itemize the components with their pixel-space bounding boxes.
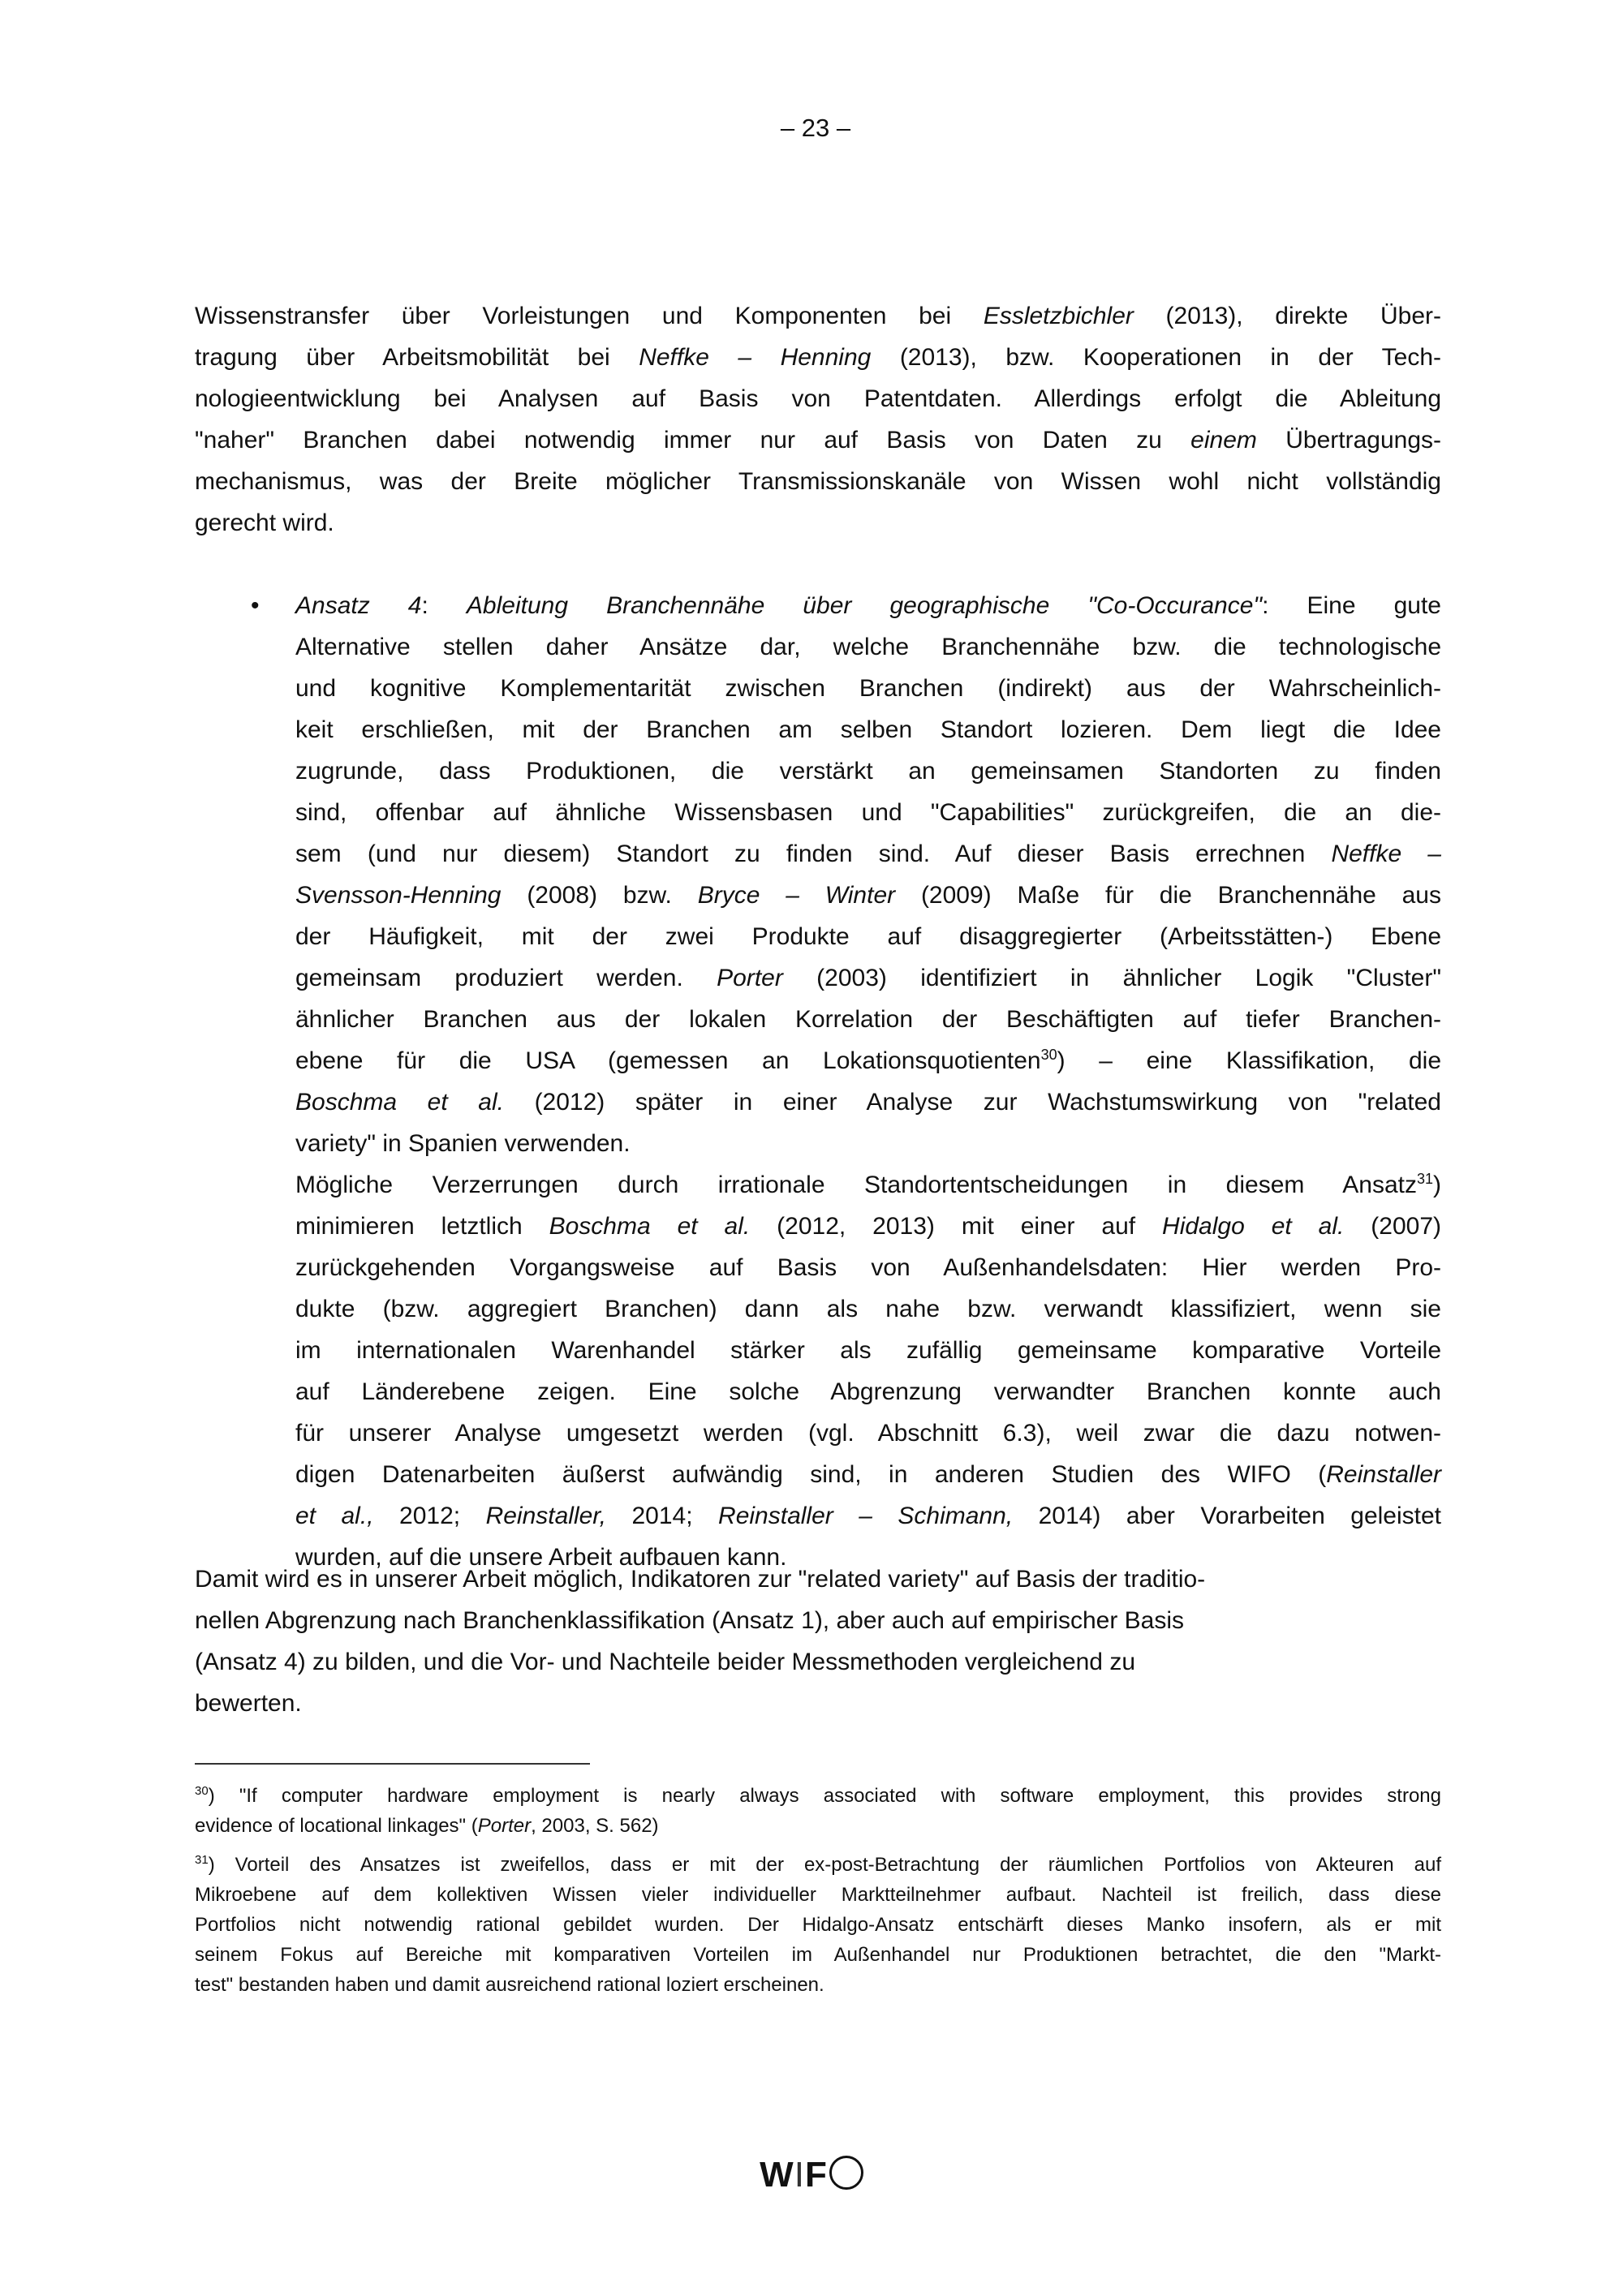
footnote-ref: 30 <box>1040 1047 1057 1063</box>
text-segment: tragung über Arbeitsmobilität bei <box>195 344 639 371</box>
text-line <box>295 875 1441 916</box>
text-line <box>195 337 1441 378</box>
text-line <box>295 709 1441 750</box>
text-segment: und kognitive Komplementarität zwischen Branchen (indirekt) aus der Wahrscheinlich- <box>295 675 1441 702</box>
text-line <box>295 1123 1441 1164</box>
text-segment: Wissenstransfer über Vorleistungen und Komponenten bei <box>195 303 984 329</box>
footnote <box>195 1850 1441 2000</box>
text-segment: Mögliche Verzerrungen durch irrationale Standortentscheidungen in diesem Ansatz <box>295 1172 1417 1198</box>
text-segment: mechanismus, was der Breite möglicher Transmissionskanäle von Wissen wohl nicht vollständig <box>195 468 1441 495</box>
bullet-item <box>251 585 1442 1578</box>
text-segment: im internationalen Warenhandel stärker als zufällig gemeinsame komparative Vorteile <box>295 1337 1441 1364</box>
text-segment: minimieren letztlich <box>295 1213 549 1240</box>
text-segment: "naher" Branchen dabei notwendig immer nur auf Basis von Daten zu <box>195 427 1191 454</box>
text-line <box>195 295 1441 337</box>
text-segment: (Ansatz 4) zu bilden, und die Vor- und Nachteile beider Messmethoden vergleichend zu <box>195 1649 1136 1675</box>
text-line <box>295 1454 1441 1495</box>
text-segment: (2009) Maße für die Branchennähe aus <box>895 882 1441 909</box>
text-segment: dukte (bzw. aggregiert Branchen) dann als nahe bzw. verwandt klassifiziert, wenn sie <box>295 1296 1441 1322</box>
italic-citation: Essletzbichler <box>983 303 1134 329</box>
italic-citation: Ableitung Branchennähe über geographische "Co-Occurance" <box>466 592 1263 619</box>
text-line <box>295 1081 1441 1123</box>
text-line <box>195 378 1441 419</box>
text-segment: 2014; <box>605 1503 719 1529</box>
text-line <box>295 1412 1441 1454</box>
italic-citation: Boschma et al. <box>549 1213 751 1240</box>
text-segment: gerecht wird. <box>195 510 334 536</box>
text-segment: Alternative stellen daher Ansätze dar, welche Branchennähe bzw. die technologische <box>295 634 1441 660</box>
text-segment: (2012) später in einer Analyse zur Wachstumswirkung von "related <box>503 1089 1441 1116</box>
text-line <box>295 1164 1441 1206</box>
footnote-divider <box>195 1763 590 1765</box>
footnote-ref: 31 <box>1416 1171 1433 1187</box>
text-segment: Übertragungs- <box>1256 427 1441 454</box>
italic-citation: Reinstaller – Schimann, <box>718 1503 1014 1529</box>
text-line <box>295 1206 1441 1247</box>
italic-citation: Neffke – <box>1331 841 1441 867</box>
text-segment: wurden, auf die unsere Arbeit aufbauen kann. <box>295 1544 787 1571</box>
footnote-line <box>195 1811 1441 1841</box>
text-segment: (2013), bzw. Kooperationen in der Tech- <box>871 344 1442 371</box>
page-number: – 23 – <box>780 114 851 142</box>
text-segment: variety" in Spanien verwenden. <box>295 1130 631 1157</box>
text-segment: test" bestanden haben und damit ausreichend rational loziert erscheinen. <box>195 1974 824 1996</box>
paragraph <box>195 295 1441 544</box>
text-segment: zugrunde, dass Produktionen, die verstärkt an gemeinsamen Standorten zu finden <box>295 758 1441 785</box>
text-segment: digen Datenarbeiten äußerst aufwändig sind, in anderen Studien des WIFO ( <box>295 1461 1327 1488</box>
italic-citation: Reinstaller <box>1326 1461 1441 1488</box>
footnote-line <box>195 1910 1441 1940</box>
italic-citation: Reinstaller, <box>485 1503 606 1529</box>
text-segment: ) Vorteil des Ansatzes ist zweifellos, dass er mit der ex-post-Betrachtung der räumlichen Portfolios von Akteuren auf <box>208 1854 1441 1876</box>
footnote-ref: 31 <box>195 1853 209 1867</box>
bullet-icon: • <box>251 592 260 619</box>
italic-citation: Ansatz 4 <box>295 592 422 619</box>
italic-citation: Svensson-Henning <box>295 882 502 909</box>
text-segment: ähnlicher Branchen aus der lokalen Korrelation der Beschäftigten auf tiefer Branchen- <box>295 1006 1441 1033</box>
text-line <box>295 999 1441 1040</box>
italic-citation: Bryce – Winter <box>697 882 896 909</box>
text-segment: sind, offenbar auf ähnliche Wissensbasen und "Capabilities" zurückgreifen, die an die- <box>295 799 1441 826</box>
text-segment: Portfolios nicht notwendig rational gebildet wurden. Der Hidalgo-Ansatz entschärft dieses Manko insofern, als er mit <box>195 1914 1441 1936</box>
text-segment: Damit wird es in unserer Arbeit möglich, Indikatoren zur "related variety" auf Basis der traditio- <box>195 1566 1206 1593</box>
text-line <box>195 1600 1441 1641</box>
text-segment: der Häufigkeit, mit der zwei Produkte auf disaggregierter (Arbeitsstätten-) Ebene <box>295 923 1441 950</box>
text-line <box>295 1288 1441 1330</box>
text-line <box>295 833 1441 875</box>
text-segment: 2014) aber Vorarbeiten geleistet <box>1013 1503 1442 1529</box>
text-segment: gemeinsam produziert werden. <box>295 965 717 991</box>
text-line <box>295 1040 1441 1081</box>
text-line <box>295 668 1441 709</box>
text-segment: , 2003, S. 562) <box>531 1815 659 1837</box>
text-line <box>195 1559 1441 1600</box>
text-segment: für unserer Analyse umgesetzt werden (vgl. Abschnitt 6.3), weil zwar die dazu notwen- <box>295 1420 1441 1447</box>
paragraph <box>195 1559 1441 1724</box>
text-segment: (2012, 2013) mit einer auf <box>750 1213 1163 1240</box>
text-line <box>195 1641 1441 1683</box>
wifo-logo: WIF <box>0 2155 1623 2195</box>
text-segment: sem (und nur diesem) Standort zu finden sind. Auf dieser Basis errechnen <box>295 841 1332 867</box>
text-segment: Mikroebene auf dem kollektiven Wissen vieler individueller Marktteilnehmer aufbaut. Nachteil ist freilich, dass diese <box>195 1884 1441 1906</box>
text-segment: : Eine gute <box>1262 592 1441 619</box>
text-line <box>195 1683 1441 1724</box>
text-segment: keit erschließen, mit der Branchen am selben Standort lozieren. Dem liegt die Idee <box>295 716 1441 743</box>
footnote-line <box>195 1781 1441 1811</box>
text-segment: 2012; <box>373 1503 486 1529</box>
text-line <box>295 585 1441 626</box>
italic-citation: Neffke – Henning <box>639 344 872 371</box>
text-line <box>295 957 1441 999</box>
text-line <box>195 419 1441 461</box>
text-line <box>295 916 1441 957</box>
text-segment: : <box>421 592 467 619</box>
italic-citation: Porter <box>717 965 783 991</box>
italic-citation: et al., <box>295 1503 374 1529</box>
text-segment: nellen Abgrenzung nach Branchenklassifikation (Ansatz 1), aber auch auf empirischer Basis <box>195 1607 1185 1634</box>
text-segment: zurückgehenden Vorgangsweise auf Basis von Außenhandelsdaten: Hier werden Pro- <box>295 1254 1441 1281</box>
text-segment: ) <box>1433 1172 1441 1198</box>
footnote-line <box>195 1850 1441 1880</box>
text-segment: evidence of locational linkages" ( <box>195 1815 478 1837</box>
italic-citation: einem <box>1190 427 1257 454</box>
italic-citation: Porter <box>477 1815 532 1837</box>
text-segment: seinem Fokus auf Bereiche mit komparativen Vorteilen im Außenhandel nur Produktionen betrachtet, die den "Markt- <box>195 1944 1441 1966</box>
footnote-line <box>195 1940 1441 1970</box>
text-line <box>295 792 1441 833</box>
text-line <box>195 461 1441 502</box>
text-segment: nologieentwicklung bei Analysen auf Basis von Patentdaten. Allerdings erfolgt die Ableitung <box>195 385 1441 412</box>
italic-citation: Hidalgo et al. <box>1162 1213 1345 1240</box>
text-segment: ebene für die USA (gemessen an Lokationsquotienten <box>295 1047 1041 1074</box>
text-segment: ) – eine Klassifikation, die <box>1057 1047 1442 1074</box>
text-segment: (2003) identifiziert in ähnlicher Logik "Cluster" <box>782 965 1441 991</box>
text-line <box>295 1495 1441 1537</box>
footnote-line <box>195 1880 1441 1910</box>
text-segment: (2013), direkte Über- <box>1133 303 1442 329</box>
text-line <box>295 750 1441 792</box>
text-line <box>295 626 1441 668</box>
text-line <box>295 1371 1441 1412</box>
text-segment: bewerten. <box>195 1690 302 1717</box>
text-line <box>295 1330 1441 1371</box>
footnote-line <box>195 1970 1441 2000</box>
footnote-ref: 30 <box>195 1784 209 1798</box>
text-segment: (2008) bzw. <box>501 882 698 909</box>
text-segment: (2007) <box>1344 1213 1441 1240</box>
italic-citation: Boschma et al. <box>295 1089 504 1116</box>
text-line <box>295 1247 1441 1288</box>
footnote <box>195 1781 1441 1841</box>
text-segment: ) "If computer hardware employment is nearly always associated with software employment, this provides strong <box>208 1785 1441 1807</box>
text-segment: auf Länderebene zeigen. Eine solche Abgrenzung verwandter Branchen konnte auch <box>295 1378 1441 1405</box>
text-line <box>195 502 1441 544</box>
